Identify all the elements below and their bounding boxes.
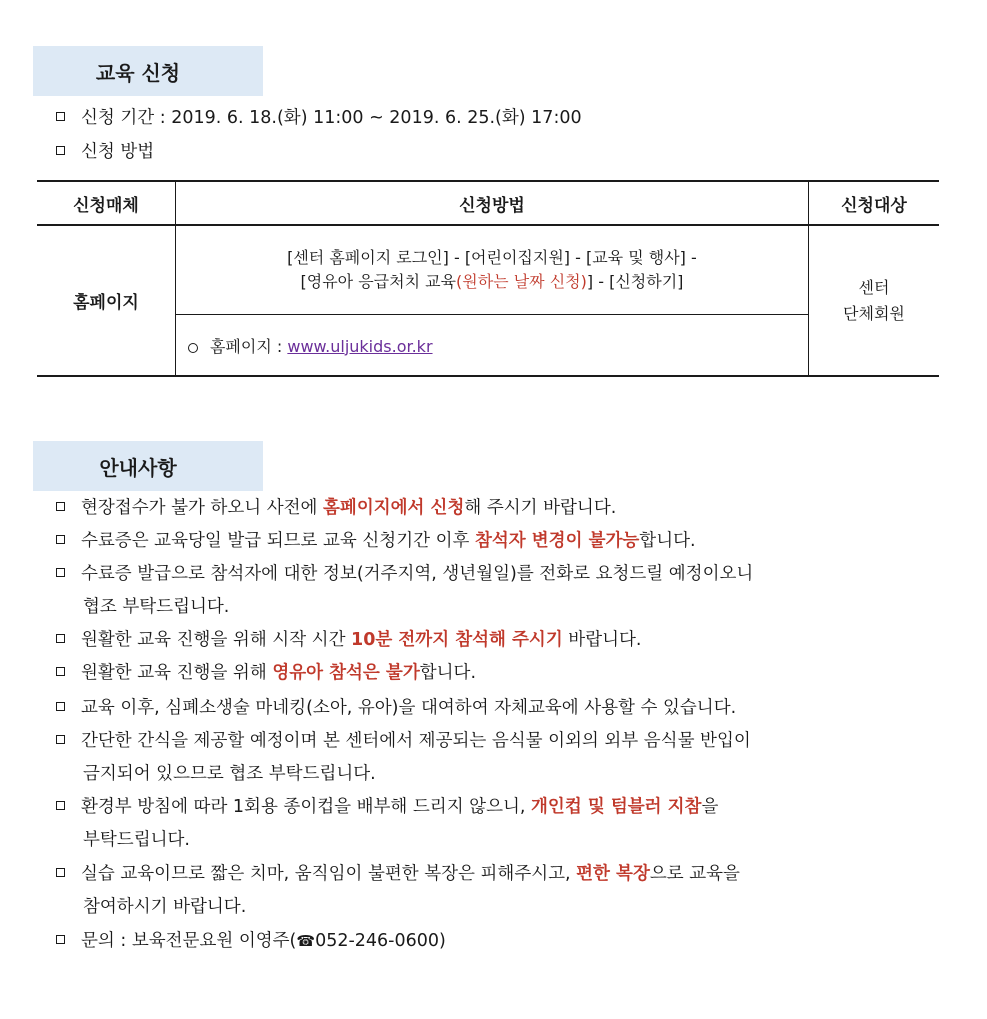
square-bullet-icon [56,535,65,544]
notice-item-continued: 부탁드립니다. [83,830,190,850]
notice-item: 원활한 교육 진행을 위해 영유아 참석은 불가합니다. [56,661,476,685]
header-media: 신청매체 [37,181,175,225]
notice-item: 수료증은 교육당일 발급 되므로 교육 신청기간 이후 참석자 변경이 불가능합니다. [56,529,696,553]
notice-item: 실습 교육이므로 짧은 치마, 움직임이 불편한 복장은 피해주시고, 편한 복장으로 교육을 [56,862,740,886]
homepage-link[interactable]: www.uljukids.or.kr [287,336,433,356]
steps-cell: [센터 홈페이지 로그인] - [어린이집지원] - [교육 및 행사] - [영유아 응급처치 교육(원하는 날짜 신청)] - [신청하기] [175,225,808,315]
notice-item-continued: 협조 부탁드립니다. [83,597,230,617]
notice-item: 현장접수가 불가 하오니 사전에 홈페이지에서 신청해 주시기 바랍니다. [56,496,616,520]
notice-item: 수료증 발급으로 참석자에 대한 정보(거주지역, 생년월일)를 전화로 요청드릴 예정이오니 [56,562,753,586]
notice-item: 환경부 방침에 따라 1회용 종이컵을 배부해 드리지 않으니, 개인컵 및 텀블러 지참을 [56,795,718,819]
table-header-row [37,181,939,225]
square-bullet-icon [56,502,65,511]
homepage-cell: 홈페이지 : www.uljukids.or.kr [175,315,808,377]
notice-item-contact: 문의 : 보육전문요원 이영주(☎052-246-0600) [56,929,446,953]
notice-item: 간단한 간식을 제공할 예정이며 본 센터에서 제공되는 음식물 이외의 외부 음식물 반입이 [56,729,751,753]
square-bullet-icon [56,146,65,155]
table-row [37,225,939,315]
square-bullet-icon [56,702,65,711]
square-bullet-icon [56,667,65,676]
notice-item-continued: 참여하시기 바랍니다. [83,897,247,917]
square-bullet-icon [56,868,65,877]
notice-item: 원활한 교육 진행을 위해 시작 시간 10분 전까지 참석해 주시기 바랍니다. [56,628,641,652]
notice-item-continued: 금지되어 있으므로 협조 부탁드립니다. [83,764,376,784]
section-title-notice: 안내사항 [33,441,263,491]
header-target: 신청대상 [808,181,939,225]
notice-item: 교육 이후, 심폐소생술 마네킹(소아, 유아)을 대여하여 자체교육에 사용할 수 있습니다. [56,696,736,720]
application-method: 신청 방법 [56,140,154,164]
section-title-application: 교육 신청 [33,46,263,96]
media-cell: 홈페이지 [37,225,175,376]
header-method: 신청방법 [175,181,808,225]
square-bullet-icon [56,112,65,121]
target-cell: 센터 단체회원 [808,225,939,376]
circle-bullet-icon [188,343,198,353]
square-bullet-icon [56,935,65,944]
phone-icon: ☎ [296,932,316,950]
application-table [37,180,939,377]
square-bullet-icon [56,801,65,810]
square-bullet-icon [56,634,65,643]
square-bullet-icon [56,568,65,577]
square-bullet-icon [56,735,65,744]
application-period: 신청 기간 : 2019. 6. 18.(화) 11:00 ~ 2019. 6. 25.(화) 17:00 [56,106,582,130]
